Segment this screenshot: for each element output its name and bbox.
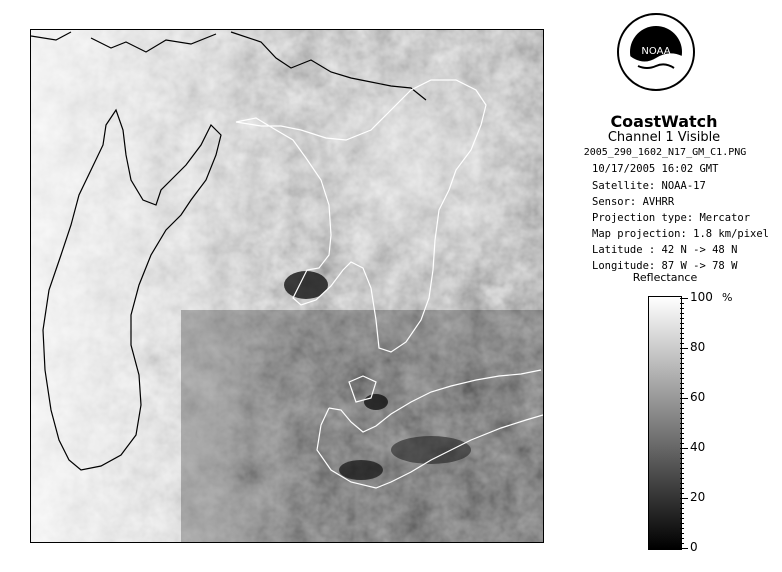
colorbar-tick	[680, 378, 684, 379]
map-svg	[31, 30, 543, 542]
colorbar-tick	[680, 438, 684, 439]
colorbar-tick	[680, 388, 684, 389]
colorbar-tick	[680, 328, 684, 329]
colorbar-tick	[680, 443, 684, 444]
colorbar-tick-label: 0	[690, 540, 698, 554]
colorbar-tick	[680, 528, 684, 529]
reflectance-colorbar	[648, 296, 682, 550]
colorbar-tick	[680, 513, 684, 514]
colorbar-tick	[680, 548, 688, 549]
colorbar-tick	[680, 458, 684, 459]
colorbar-tick	[680, 493, 684, 494]
colorbar-tick	[680, 353, 684, 354]
colorbar-tick	[680, 333, 684, 334]
colorbar-tick	[680, 373, 684, 374]
colorbar-tick	[680, 483, 684, 484]
colorbar-tick	[680, 318, 684, 319]
colorbar-tick	[680, 503, 684, 504]
colorbar-tick	[680, 518, 684, 519]
colorbar-tick	[680, 468, 684, 469]
colorbar-tick	[680, 393, 684, 394]
app-title: CoastWatch	[610, 112, 718, 131]
colorbar-tick	[680, 368, 684, 369]
colorbar-tick	[680, 338, 684, 339]
satellite-map	[30, 29, 544, 543]
colorbar-tick	[680, 363, 684, 364]
colorbar-tick	[680, 413, 684, 414]
colorbar-tick	[680, 478, 684, 479]
colorbar-tick	[680, 538, 684, 539]
colorbar-tick-label: 80	[690, 340, 706, 354]
colorbar-tick	[680, 433, 684, 434]
colorbar-tick	[680, 473, 684, 474]
colorbar-title: Reflectance	[632, 271, 698, 284]
colorbar-tick	[680, 383, 684, 384]
colorbar-tick-label: 100	[690, 290, 713, 304]
map-projection-label: Map projection: 1.8 km/pixel	[592, 228, 770, 240]
colorbar-tick-label: 20	[690, 490, 706, 504]
colorbar-tick	[680, 508, 684, 509]
colorbar-tick	[680, 418, 684, 419]
noaa-emblem-icon	[616, 12, 696, 92]
colorbar-tick	[680, 543, 684, 544]
colorbar-tick	[680, 348, 688, 349]
colorbar-tick	[680, 303, 684, 304]
channel-label: Channel 1 Visible	[607, 130, 721, 145]
colorbar-tick	[680, 523, 684, 524]
colorbar-tick	[680, 398, 688, 399]
colorbar-tick	[680, 498, 688, 499]
colorbar-tick	[680, 313, 684, 314]
colorbar-tick-label: 60	[690, 390, 706, 404]
datetime-label: 10/17/2005 16:02 GMT	[592, 163, 719, 175]
latitude-label: Latitude : 42 N -> 48 N	[592, 244, 738, 256]
colorbar-tick-label: 40	[690, 440, 706, 454]
satellite-label: Satellite: NOAA-17	[592, 180, 706, 192]
colorbar-unit: %	[722, 291, 733, 304]
colorbar-tick	[680, 533, 684, 534]
colorbar-tick	[680, 428, 684, 429]
colorbar-tick	[680, 323, 684, 324]
noaa-logo	[616, 12, 696, 96]
colorbar-tick	[680, 453, 684, 454]
colorbar-tick	[680, 463, 684, 464]
filename-label: 2005_290_1602_N17_GM_C1.PNG	[583, 147, 747, 158]
colorbar-tick	[680, 423, 684, 424]
colorbar-tick	[680, 448, 688, 449]
sensor-label: Sensor: AVHRR	[592, 196, 675, 208]
noaa-logo-text: NOAA	[641, 46, 671, 57]
colorbar-tick	[680, 308, 684, 309]
longitude-label: Longitude: 87 W -> 78 W	[592, 260, 738, 272]
colorbar-tick	[680, 298, 688, 299]
projection-type-label: Projection type: Mercator	[592, 212, 751, 224]
colorbar-tick	[680, 358, 684, 359]
colorbar-tick	[680, 488, 684, 489]
colorbar-tick	[680, 408, 684, 409]
colorbar-tick	[680, 403, 684, 404]
colorbar-tick	[680, 343, 684, 344]
